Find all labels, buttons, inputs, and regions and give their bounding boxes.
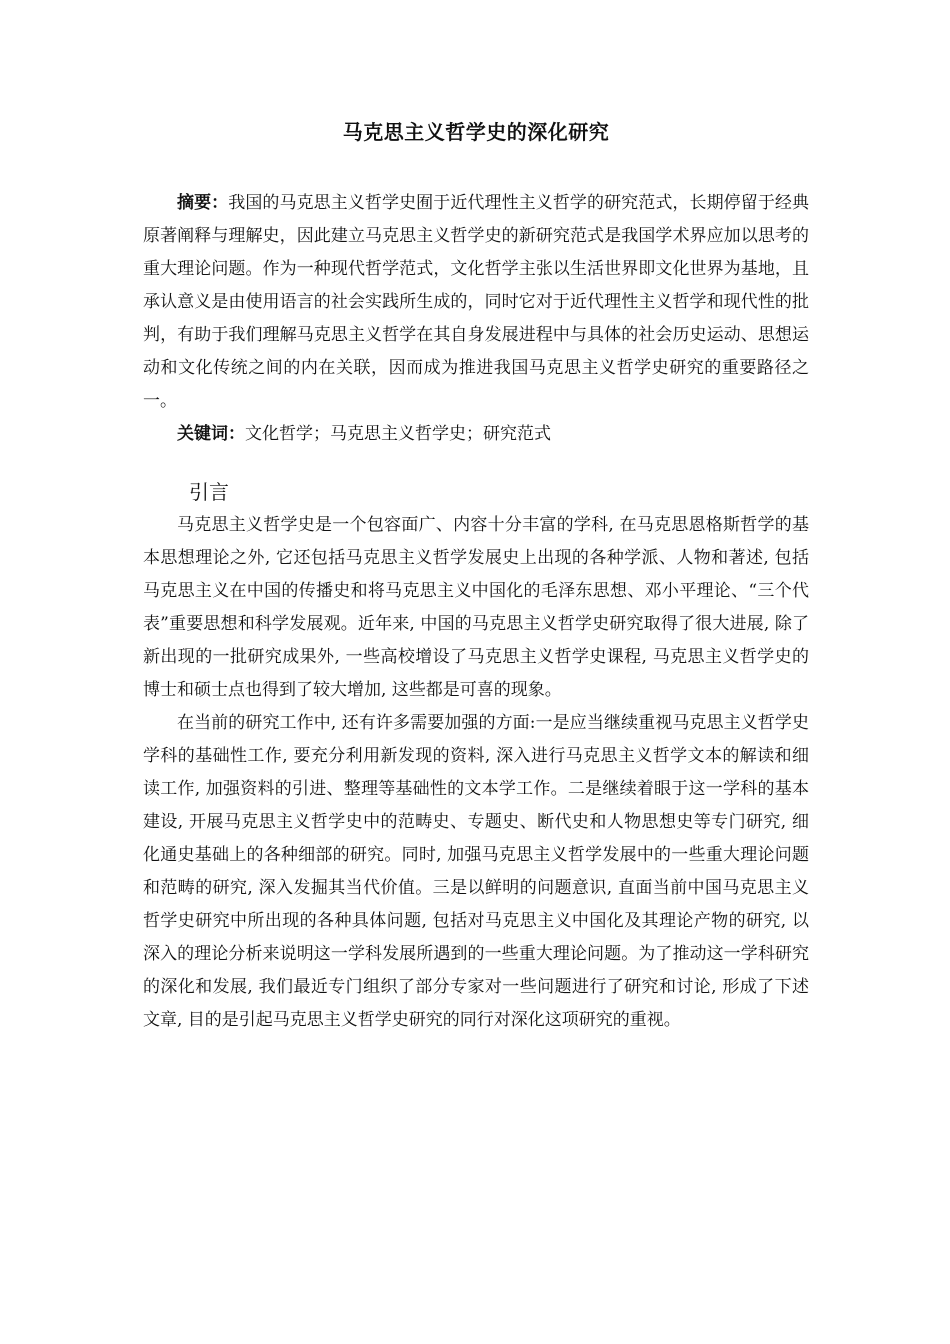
abstract-label: 摘要： [177,193,229,213]
paper-title: 马克思主义哲学史的深化研究 [342,120,610,144]
abstract-text: 我国的马克思主义哲学史囿于近代理性主义哲学的研究范式，长期停留于经典原著阐释与理解史，因此建立马克思主义哲学史的新研究范式是我国学术界应加以思考的重大理论问题。作为一种现代哲学范式，文化哲学主张以生活世界即文化世界为基地，且承认意义是由使用语言的社会实践所生成的，同时它对于近代理性主义哲学和现代性的批判，有助于我们理解马克思主义哲学在其自身发展进程中与具体的社会历史运动、思想运动和文化传统之间的内在关联，因而成为推进我国马克思主义哲学史研究的重要路径之一。 [143,193,809,411]
body-paragraph: 马克思主义哲学史是一个包容面广、内容十分丰富的学科, 在马克思恩格斯哲学的基本思想理论之外, 它还包括马克思主义哲学发展史上出现的各种学派、人物和著述, 包括马克思主义在中国的传播史和将马克思主义中国化的毛泽东思想、邓小平理论、“三个代表”重要思想和科学发展观。近年来, 中国的马克思主义哲学史研究取得了很大进展, 除了新出现的一批研究成果外, 一些高校增设了马克思主义哲学史课程, 马克思主义哲学史的博士和硕士点也得到了较大增加, 这些都是可喜的现象。 [143,515,809,700]
keywords-text: 文化哲学；马克思主义哲学史；研究范式 [245,424,551,444]
body-paragraph: 在当前的研究工作中, 还有许多需要加强的方面:一是应当继续重视马克思主义哲学史学科的基础性工作, 要充分利用新发现的资料, 深入进行马克思主义哲学文本的解读和细读工作, 加强资料的引进、整理等基础性的文本学工作。二是继续着眼于这一学科的基本建设, 开展马克思主义哲学史中的范畴史、专题史、断代史和人物思想史等专门研究, 细化通史基础上的各种细部的研究。同时, 加强马克思主义哲学发展中的一些重大理论问题和范畴的研究, 深入发掘其当代价值。三是以鲜明的问题意识, 直面当前中国马克思主义哲学史研究中所出现的各种具体问题, 包括对马克思主义中国化及其理论产物的研究, 以深入的理论分析来说明这一学科发展所遇到的一些重大理论问题。为了推动这一学科研究的深化和发展, 我们最近专门组织了部分专家对一些问题进行了研究和讨论, 形成了下述文章, 目的是引起马克思主义哲学史研究的同行对深化这项研究的重视。 [143,713,809,1030]
keywords [143,418,809,451]
paper-page [143,118,809,1037]
section-heading-introduction: 引言 [189,480,229,504]
abstract [143,187,809,418]
keywords-label: 关键词： [177,424,245,444]
